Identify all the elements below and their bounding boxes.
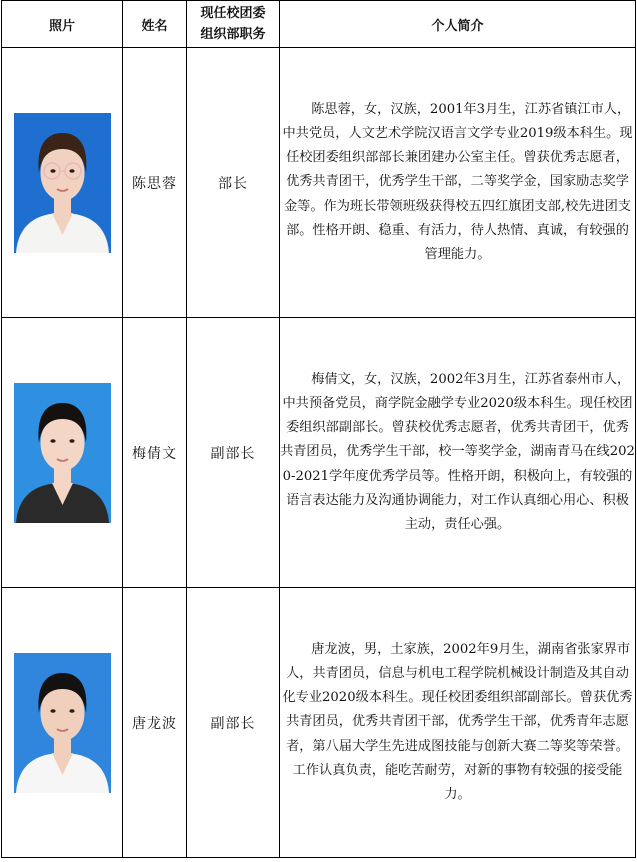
person-bio: 梅倩文，女，汉族，2002年3月生，江苏省泰州市人，中共预备党员，商学院金融学专业2020级本科生。现任校团委组织部副部长。曾获校优秀志愿者，优秀共青团干，优秀共青团员，优秀学生干部，校一等奖学金，湖南青马在线2020-2021学年度优秀学员等。性格开朗，积极向上，有较强的语言表达能力及沟通协调能力，对工作认真细心用心、积极主动，责任心强。	[280, 318, 636, 588]
committee-table	[1, 0, 636, 858]
header-intro: 个人简介	[280, 1, 636, 48]
person-position: 部长	[187, 48, 280, 318]
header-position-line2: 组织部职务	[200, 27, 266, 42]
person-bio: 陈思蓉，女，汉族，2001年3月生，江苏省镇江市人，中共党员，人文艺术学院汉语言文学专业2019级本科生。现任校团委组织部部长兼团建办公室主任。曾获优秀志愿者，优秀共青团干，优秀学生干部，二等奖学金，国家励志奖学金等。作为班长带领班级获得校五四红旗团支部,校先进团支部。性格开朗、稳重、有活力，待人热情、真诚，有较强的管理能力。	[280, 48, 636, 318]
portrait-photo	[14, 653, 111, 793]
header-name: 姓名	[123, 1, 187, 48]
header-photo: 照片	[2, 1, 123, 48]
person-position: 副部长	[187, 318, 280, 588]
table-row	[2, 48, 636, 318]
header-position	[187, 1, 280, 48]
person-name: 陈思蓉	[123, 48, 187, 318]
photo-cell	[2, 48, 123, 318]
table-row	[2, 588, 636, 858]
portrait-photo	[14, 383, 111, 523]
person-name: 梅倩文	[123, 318, 187, 588]
header-position-line1: 现任校团委	[200, 6, 266, 21]
table-row	[2, 318, 636, 588]
photo-cell	[2, 318, 123, 588]
person-name: 唐龙波	[123, 588, 187, 858]
person-bio: 唐龙波，男，土家族，2002年9月生，湖南省张家界市人，共青团员，信息与机电工程学院机械设计制造及其自动化专业2020级本科生。现任校团委组织部副部长。曾获优秀共青团员，优秀共青团干部，优秀学生干部，优秀青年志愿者，第八届大学生先进成图技能与创新大赛二等奖等荣誉。工作认真负责，能吃苦耐劳，对新的事物有较强的接受能力。	[280, 588, 636, 858]
header-row	[2, 1, 636, 48]
photo-cell	[2, 588, 123, 858]
portrait-photo	[14, 113, 111, 253]
person-position: 副部长	[187, 588, 280, 858]
